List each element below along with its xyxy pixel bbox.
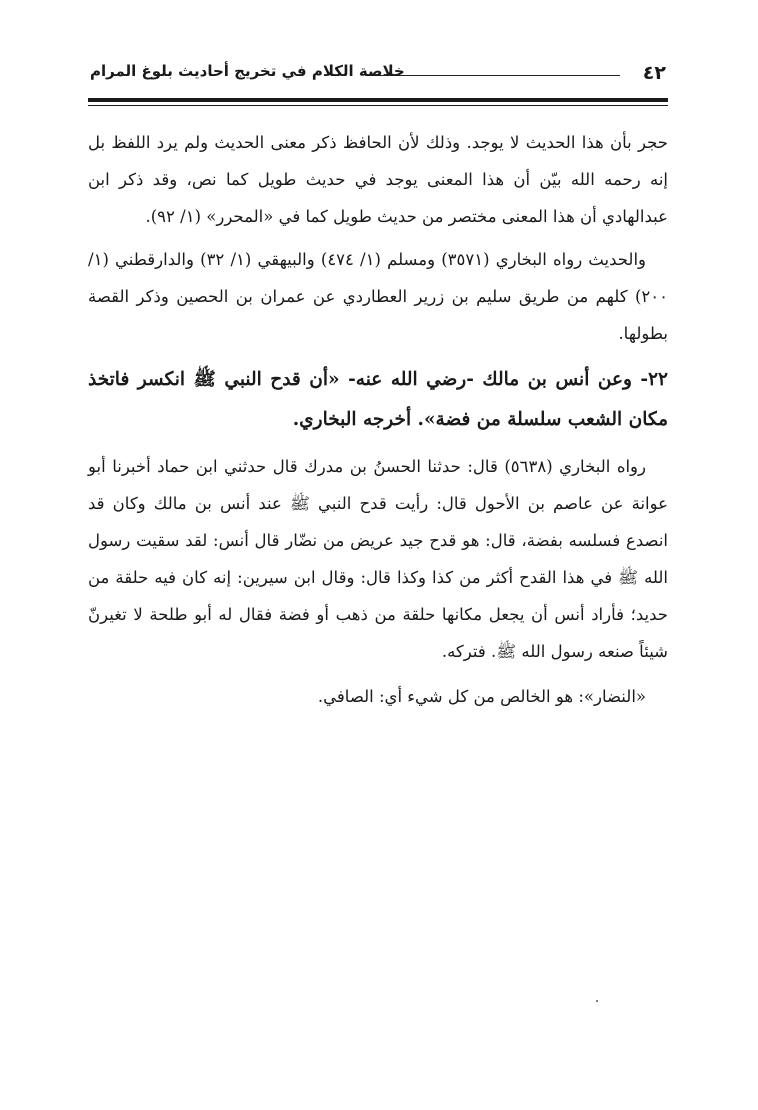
scan-speck bbox=[596, 1000, 598, 1002]
header-rule-thick bbox=[88, 98, 668, 102]
main-text bbox=[88, 124, 668, 715]
header-dash bbox=[368, 75, 620, 76]
header-rule-thin bbox=[88, 105, 668, 106]
hadith-text: ٢٢- وعن أنس بن مالك -رضي الله عنه- «أن قدح النبي ﷺ انكسر فاتخذ مكان الشعب سلسلة من فضة». أخرجه البخاري. bbox=[88, 369, 668, 430]
book-title: خلاصة الكلام في تخريج أحاديث بلوغ المرام bbox=[90, 62, 405, 80]
paragraph-continuation: حجر بأن هذا الحديث لا يوجد. وذلك لأن الحافظ ذكر معنى الحديث ولم يرد اللفظ بل إنه رحمه الله بيّن أن هذا المعنى يوجد في حديث طويل كما نص، وقد ذكر ابن عبدالهادي أن هذا المعنى مختصر من حديث طويل كما في «المحرر» (١/ ٩٢). bbox=[88, 133, 668, 226]
paragraph-takhrij: والحديث رواه البخاري (٣٥٧١) ومسلم (١/ ٤٧٤) والبيهقي (١/ ٣٢) والدارقطني (١/ ٢٠٠) كلهم من طريق سليم بن زرير العطاردي عن عمران بن الحصين وذكر القصة بطولها. bbox=[88, 250, 668, 343]
paragraph-gloss: «النضار»: هو الخالص من كل شيء أي: الصافي. bbox=[317, 687, 646, 706]
page-number: ٤٢ bbox=[642, 62, 666, 84]
running-header bbox=[88, 58, 666, 88]
paragraph-narration: رواه البخاري (٥٦٣٨) قال: حدثنا الحسنُ بن مدرك قال حدثني ابن حماد أخبرنا أبو عوانة عن عاصم بن الأحول قال: رأيت قدح النبي ﷺ عند أنس بن مالك وكان قد انصدع فسلسه بفضة، قال: هو قدح جيد عريض من نضّار قال أنس: لقد سقيت رسول الله ﷺ في هذا القدح أكثر من كذا وكذا قال: وقال ابن سيرين: إنه كان فيه حلقة من حديد؛ فأراد أنس أن يجعل مكانها حلقة من ذهب أو فضة فقال له أبو طلحة لا تغيرنّ شيئاً صنعه رسول الله ﷺ. فتركه. bbox=[88, 457, 668, 661]
